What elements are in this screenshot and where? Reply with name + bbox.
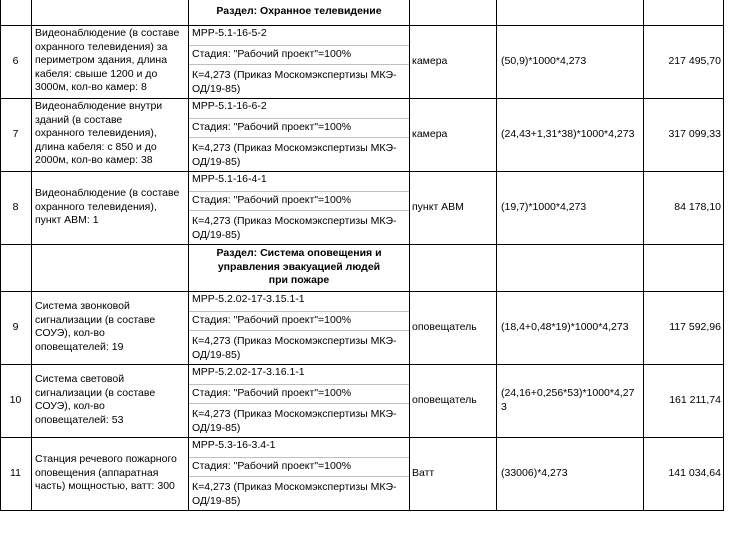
formula [501,387,634,414]
formula [501,201,586,215]
formula-line: 3 [501,400,507,413]
stage-text: Стадия: "Рабочий проект"=100% [192,387,352,399]
unit: камера [412,55,448,67]
price-code: МРР-5.3-16-3.4-1 [192,439,276,451]
formula-line: (24,43+1,31*38)*1000*4,273 [501,128,635,140]
row-number: 8 [12,201,19,213]
row-number: 6 [12,55,19,67]
work-name-line: оповещения (аппаратная [35,466,159,479]
work-name-line: Видеонаблюдение (в составе [35,27,180,39]
formula-line: (50,9)*1000*4,273 [501,55,587,67]
k-line: ОД/19-85) [192,82,241,95]
grid-line [189,457,409,458]
grid-line [189,330,409,331]
total: 161 211,74 [669,394,721,406]
formula [501,321,629,335]
grid-line [189,45,409,46]
grid-line [723,0,724,511]
work-name-line: зданий (в составе [35,113,123,126]
k-line: ОД/19-85) [192,155,241,168]
k-line: ОД/19-85) [192,228,241,241]
grid-line [189,311,409,312]
work-name-line: Станция речевого пожарного [35,453,177,465]
formula-line: (33006)*4,273 [501,467,568,479]
work-name-line: охранного телевидения) за [35,40,168,53]
work-name-line: часть) мощностью, ватт: 300 [35,480,175,493]
total: 141 034,64 [668,467,721,479]
unit: пункт АВМ [412,201,464,213]
formula-line: (18,4+0,48*19)*1000*4,273 [501,321,629,333]
grid-line [0,437,724,438]
section-title [189,5,409,19]
grid-line [496,0,497,511]
work-name-line: кабеля: свыше 1200 и до [35,67,158,80]
price-code: МРР-5.1-16-6-2 [192,100,267,112]
work-name [35,453,177,494]
k-line: К=4,273 (Приказ Москомэкспертизы МКЭ- [192,69,397,81]
formula [501,467,568,481]
k-line: К=4,273 (Приказ Москомэкспертизы МКЭ- [192,142,397,154]
work-name-line: пункт АВМ: 1 [35,214,99,227]
price-code: МРР-5.1-16-4-1 [192,173,267,185]
grid-line [0,510,724,511]
work-name-line: Система звонковой [35,300,130,312]
stage-text: Стадия: "Рабочий проект"=100% [192,194,352,206]
stage-text: Стадия: "Рабочий проект"=100% [192,460,352,472]
unit: оповещатель [412,394,477,406]
k-coefficient [192,69,397,96]
unit: Ватт [412,467,435,479]
work-name-line: сигнализации (в составе [35,313,156,326]
work-name [35,300,155,354]
work-name-line: 3000м, кол-во камер: 8 [35,81,147,94]
grid-line [189,137,409,138]
total: 217 495,70 [668,55,721,67]
work-name-line: 2000м, кол-во камер: 38 [35,154,153,167]
grid-line [0,98,724,99]
grid-line [189,118,409,119]
work-name [35,27,179,95]
work-name-line: охранного телевидения), [35,127,157,140]
grid-line [0,291,724,292]
work-name [35,187,179,228]
total: 117 592,96 [669,321,721,333]
grid-line [0,171,724,172]
work-name-line: периметром здания, длина [35,54,168,67]
section-title [189,247,409,288]
work-name-line: охранного телевидения), [35,200,157,213]
work-name-line: оповещателей: 19 [35,340,124,353]
grid-line [31,0,32,511]
k-line: К=4,273 (Приказ Москомэкспертизы МКЭ- [192,335,397,347]
grid-line [0,244,724,245]
unit: оповещатель [412,321,477,333]
price-code: МРР-5.2.02-17-3.15.1-1 [192,293,305,305]
work-name-line: СОУЭ), кол-во [35,327,105,340]
work-name [35,373,155,427]
unit: камера [412,128,448,140]
k-line: К=4,273 (Приказ Москомэкспертизы МКЭ- [192,215,397,227]
k-line: ОД/19-85) [192,348,241,361]
row-number: 7 [12,128,19,140]
price-code: МРР-5.1-16-5-2 [192,27,267,39]
stage-text: Стадия: "Рабочий проект"=100% [192,121,352,133]
formula [501,55,586,69]
k-line: ОД/19-85) [192,421,241,434]
grid-line [0,364,724,365]
section-title-line: Раздел: Охранное телевидение [216,5,382,17]
section-title-line: Раздел: Система оповещения и [216,247,382,259]
section-title-line: при пожаре [268,274,330,287]
work-name-line: длина кабеля: с 850 и до [35,140,157,153]
section-title-line: управления эвакуацией людей [217,260,381,273]
grid-line [189,210,409,211]
k-coefficient [192,481,397,508]
row-number: 10 [9,394,22,406]
price-code: МРР-5.2.02-17-3.16.1-1 [192,366,305,378]
k-line: К=4,273 (Приказ Москомэкспертизы МКЭ- [192,481,397,493]
total: 84 178,10 [674,201,721,213]
work-name-line: Видеонаблюдение внутри [35,100,163,112]
grid-line [409,0,410,511]
work-name-line: оповещателей: 53 [35,413,124,426]
formula-line: (19,7)*1000*4,273 [501,201,587,213]
stage-text: Стадия: "Рабочий проект"=100% [192,314,352,326]
k-coefficient [192,215,397,242]
grid-line [0,25,724,26]
formula-line: (24,16+0,256*53)*1000*4,27 [501,387,635,399]
k-line: К=4,273 (Приказ Москомэкспертизы МКЭ- [192,408,397,420]
work-name [35,100,162,168]
grid-line [189,64,409,65]
grid-line [0,0,1,511]
grid-line [643,0,644,511]
formula [501,128,634,142]
work-name-line: СОУЭ), кол-во [35,400,105,413]
k-coefficient [192,408,397,435]
total: 317 099,33 [668,128,721,140]
k-coefficient [192,335,397,362]
row-number: 9 [12,321,19,333]
work-name-line: Видеонаблюдение (в составе [35,187,180,199]
work-name-line: Система световой [35,373,125,385]
work-name-line: сигнализации (в составе [35,386,156,399]
grid-line [189,191,409,192]
row-number: 11 [10,467,21,479]
k-line: ОД/19-85) [192,494,241,507]
k-coefficient [192,142,397,169]
stage-text: Стадия: "Рабочий проект"=100% [192,48,352,60]
grid-line [189,384,409,385]
grid-line [189,476,409,477]
grid-line [189,403,409,404]
